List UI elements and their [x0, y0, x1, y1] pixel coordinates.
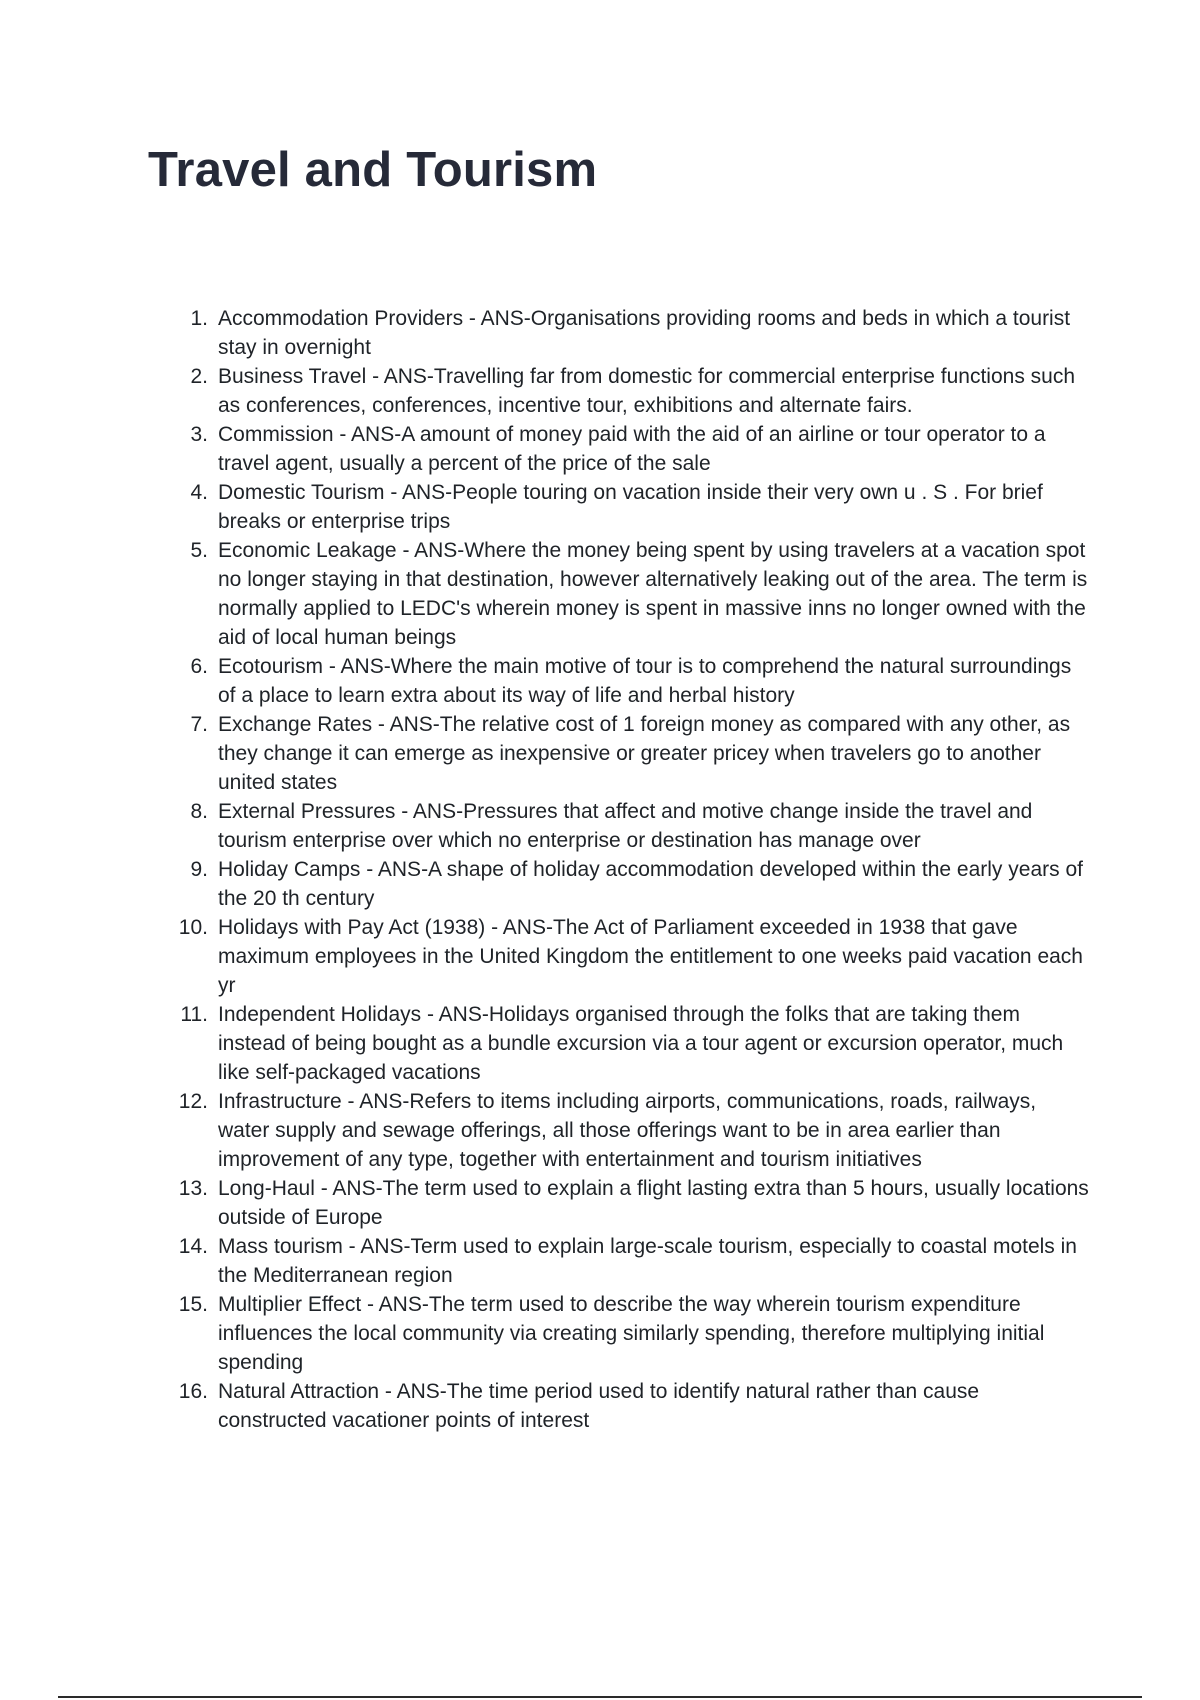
list-item [180, 304, 1090, 362]
item-text: Holiday Camps - ANS-A shape of holiday accommodation developed within the early years of the 20 th century [218, 858, 1083, 910]
item-number: 4. [190, 481, 208, 504]
item-text: Natural Attraction - ANS-The time period used to identify natural rather than cause constructed vacationer points of interest [218, 1380, 980, 1432]
item-text: Holidays with Pay Act (1938) - ANS-The Act of Parliament exceeded in 1938 that gave maximum employees in the United Kingdom the entitlement to one weeks paid vacation each yr [218, 916, 1083, 997]
list-item [180, 1232, 1090, 1290]
list-item [180, 913, 1090, 1000]
item-text: Exchange Rates - ANS-The relative cost of 1 foreign money as compared with any other, as they change it can emerge as inexpensive or greater pricey when travelers go to another united states [218, 713, 1071, 794]
item-number: 16. [178, 1380, 208, 1403]
list-item [180, 1174, 1090, 1232]
list-item [180, 855, 1090, 913]
glossary-list [180, 304, 1090, 1435]
item-text: External Pressures - ANS-Pressures that affect and motive change inside the travel and tourism enterprise over which no enterprise or destination has manage over [218, 800, 1033, 852]
item-number: 2. [190, 365, 208, 388]
item-number: 14. [178, 1235, 208, 1258]
list-item [180, 652, 1090, 710]
item-number: 10. [178, 916, 208, 939]
item-number: 8. [190, 800, 208, 823]
item-text: Long-Haul - ANS-The term used to explain a flight lasting extra than 5 hours, usually locations outside of Europe [218, 1177, 1089, 1229]
list-item [180, 478, 1090, 536]
item-number: 5. [190, 539, 208, 562]
item-text: Domestic Tourism - ANS-People touring on vacation inside their very own u . S . For brief breaks or enterprise trips [218, 481, 1043, 533]
list-item [180, 420, 1090, 478]
page-title: Travel and Tourism [148, 143, 598, 197]
list-item [180, 362, 1090, 420]
item-text: Independent Holidays - ANS-Holidays organised through the folks that are taking them instead of being bought as a bundle excursion via a tour agent or excursion operator, much like self-packaged vacations [218, 1003, 1064, 1084]
item-text: Ecotourism - ANS-Where the main motive of tour is to comprehend the natural surroundings of a place to learn extra about its way of life and herbal history [218, 655, 1072, 707]
item-text: Mass tourism - ANS-Term used to explain large-scale tourism, especially to coastal motels in the Mediterranean region [218, 1235, 1077, 1287]
item-text: Economic Leakage - ANS-Where the money being spent by using travelers at a vacation spot no longer staying in that destination, however alternatively leaking out of the area. The term is normally applied to LEDC's wherein money is spent in massive inns no longer owned with the aid of local human beings [218, 539, 1088, 649]
list-item [180, 1000, 1090, 1087]
item-text: Accommodation Providers - ANS-Organisations providing rooms and beds in which a tourist stay in overnight [218, 307, 1071, 359]
item-number: 1. [190, 307, 208, 330]
item-number: 11. [180, 1003, 208, 1026]
item-text: Infrastructure - ANS-Refers to items including airports, communications, roads, railways, water supply and sewage offerings, all those offerings want to be in area earlier than improvement of any type, together with entertainment and tourism initiatives [218, 1090, 1037, 1171]
item-number: 12. [178, 1090, 208, 1113]
list-item [180, 797, 1090, 855]
item-number: 15. [178, 1293, 208, 1316]
list-item [180, 1087, 1090, 1174]
item-number: 6. [190, 655, 208, 678]
list-item [180, 710, 1090, 797]
item-number: 9. [190, 858, 208, 881]
item-number: 13. [178, 1177, 208, 1200]
item-number: 7. [190, 713, 208, 736]
list-item [180, 536, 1090, 652]
item-text: Business Travel - ANS-Travelling far from domestic for commercial enterprise functions such as conferences, conferences, incentive tour, exhibitions and alternate fairs. [218, 365, 1076, 417]
item-number: 3. [190, 423, 208, 446]
item-text: Commission - ANS-A amount of money paid with the aid of an airline or tour operator to a travel agent, usually a percent of the price of the sale [218, 423, 1046, 475]
list-item [180, 1290, 1090, 1377]
footer-divider [58, 1696, 1142, 1698]
item-text: Multiplier Effect - ANS-The term used to describe the way wherein tourism expenditure influences the local community via creating similarly spending, therefore multiplying initial spending [218, 1293, 1045, 1374]
list-item [180, 1377, 1090, 1435]
